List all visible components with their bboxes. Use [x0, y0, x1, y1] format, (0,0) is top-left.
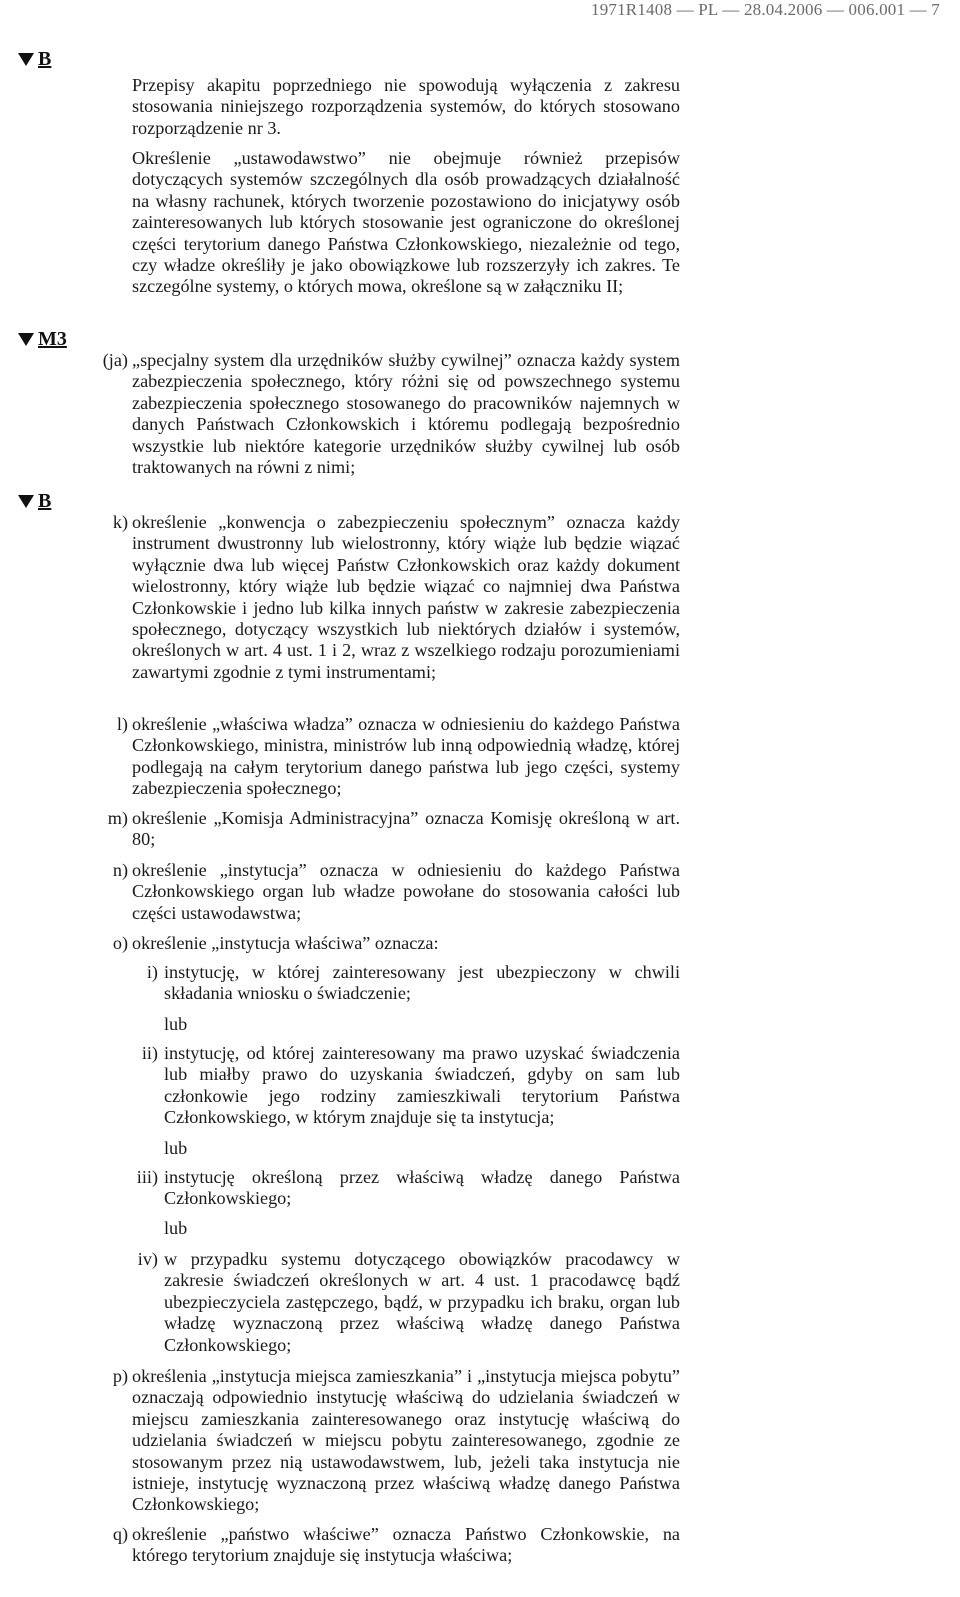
- item-label: k): [112, 512, 128, 532]
- definition-item: [88, 860, 680, 924]
- item-label: m): [107, 808, 128, 828]
- marker-code: B: [38, 48, 52, 70]
- sub-item-text: instytucję, w której zainteresowany jest ubezpieczony w chwili składania wniosku o świadczenie;: [164, 962, 680, 1004]
- item-text: określenie „państwo właściwe” oznacza Państwo Członkowskie, na którego terytorium znajduje się instytucja właściwa;: [132, 1524, 680, 1566]
- item-text: określenie „instytucja właściwa” oznacza:: [132, 933, 439, 953]
- definition-item: [88, 808, 680, 851]
- item-text: określenie „konwencja o zabezpieczeniu społecznym” oznacza każdy instrument dwustronny lub wielostronny, który wiąże lub będzie wiązać wyłącznie dwa lub więcej Państw Członkowskich oraz każdy dokument wielostronny, który wiąże lub będzie wiązać co najmniej dwa Państwa Członkowskie i jedno lub kilka innych państw w zakresie zabezpieczenia społecznego, dotyczący wszystkich lub niektórych działów i systemów, określonych w art. 4 ust. 1 i 2, wraz z wszelkiego rodzaju porozumieniami zawartymi zgodnie z tymi instrumentami;: [132, 512, 680, 682]
- definition-item: [88, 350, 680, 478]
- connector-text: lub: [164, 1138, 188, 1158]
- connector-text: lub: [164, 1014, 188, 1034]
- sub-item-label: ii): [141, 1043, 158, 1063]
- triangle-down-icon: [18, 333, 34, 346]
- marker-code: B: [38, 490, 52, 512]
- item-label: n): [112, 860, 128, 880]
- triangle-down-icon: [18, 495, 34, 508]
- paragraph: Określenie „ustawodawstwo” nie obejmuje również przepisów dotyczących systemów szczególnych dla osób prowadzących działalność na własny rachunek, których tworzenie pozostawiono do inicjatywy osób zainteresowanych lub których stosowanie jest ograniczone do określonej części terytorium danego Państwa Członkowskiego, niezależnie od tego, czy władze określiły je jako obowiązkowe lub rozszerzyły ich zakres. Te szczególne systemy, o których mowa, określone są w załączniku II;: [132, 148, 680, 297]
- paragraph: Przepisy akapitu poprzedniego nie spowodują wyłączenia z zakresu stosowania niniejszego rozporządzenia systemów, do których stosowano rozporządzenie nr 3.: [132, 75, 680, 138]
- definition-item: [88, 512, 680, 683]
- item-text: określenie „Komisja Administracyjna” oznacza Komisję określoną w art. 80;: [132, 808, 680, 850]
- amendment-marker-b[interactable]: [18, 490, 51, 513]
- sub-item-label: i): [146, 962, 158, 982]
- sub-item-label: iv): [137, 1249, 158, 1269]
- amendment-marker-m3[interactable]: [18, 328, 67, 351]
- item-text: określenie „właściwa władza” oznacza w odniesieniu do każdego Państwa Członkowskiego, ministra, ministrów lub inną odpowiednią władzę, której podlegają na całym terytorium danego państwa lub jego części, systemy zabezpieczenia społecznego;: [132, 714, 680, 799]
- item-label: q): [112, 1524, 128, 1544]
- definition-item: [88, 714, 680, 800]
- sub-item-label: iii): [136, 1167, 158, 1187]
- item-label: l): [116, 714, 128, 734]
- amendment-marker-b[interactable]: [18, 48, 51, 71]
- definition-item: [88, 1524, 680, 1567]
- connector-text: lub: [164, 1218, 188, 1238]
- running-header: 1971R1408 — PL — 28.04.2006 — 006.001 — 7: [591, 0, 940, 19]
- sub-item-text: instytucję, od której zainteresowany ma prawo uzyskać świadczenia lub miałby prawo do uzyskania świadczeń, gdyby on sam lub członkowie jego rodziny zamieszkiwali terytorium Państwa Członkowskiego, w którym znajduje się ta instytucja;: [164, 1043, 680, 1128]
- item-text: określenia „instytucja miejsca zamieszkania” i „instytucja miejsca pobytu” oznaczają odpowiednio instytucję właściwą do udzielania świadczeń w miejscu zamieszkania zainteresowanego oraz instytucję właściwą do udzielania świadczeń w miejscu pobytu zainteresowanego, zgodnie ze stosowanym przez nią ustawodawstwem, lub, jeżeli taka instytucja nie istnieje, instytucję wyznaczoną przez właściwą władzę danego Państwa Członkowskiego;: [132, 1366, 680, 1515]
- item-label: p): [112, 1366, 128, 1386]
- sub-item: [132, 1167, 680, 1210]
- definition-item: [88, 1366, 680, 1516]
- sub-item-text: instytucję określoną przez właściwą władzę danego Państwa Członkowskiego;: [164, 1167, 680, 1209]
- marker-code: M3: [38, 328, 67, 350]
- item-text: „specjalny system dla urzędników służby cywilnej” oznacza każdy system zabezpieczenia społecznego, który różni się od powszechnego systemu zabezpieczenia społecznego stosowanego do pracowników najemnych w danych Państwach Członkowskich i któremu podlegają bezpośrednio wszystkie lub niektóre kategorie urzędników służby cywilnej lub osób traktowanych na równi z nimi;: [132, 350, 680, 478]
- definition-item: [88, 933, 680, 954]
- sub-item: [132, 1249, 680, 1356]
- triangle-down-icon: [18, 53, 34, 66]
- item-text: określenie „instytucja” oznacza w odniesieniu do każdego Państwa Członkowskiego organ lub władze powołane do stosowania całości lub części ustawodawstwa;: [132, 860, 680, 923]
- sub-item: [132, 1043, 680, 1129]
- item-label: o): [112, 933, 128, 953]
- item-label: (ja): [102, 350, 128, 370]
- sub-item: [132, 962, 680, 1005]
- sub-item-text: w przypadku systemu dotyczącego obowiązków pracodawcy w zakresie świadczeń określonych w art. 4 ust. 1 pracodawcę bądź ubezpieczyciela zastępczego, bądź, w przypadku ich braku, organ lub władzę wyznaczoną przez właściwą władzę danego Państwa Członkowskiego;: [164, 1249, 680, 1355]
